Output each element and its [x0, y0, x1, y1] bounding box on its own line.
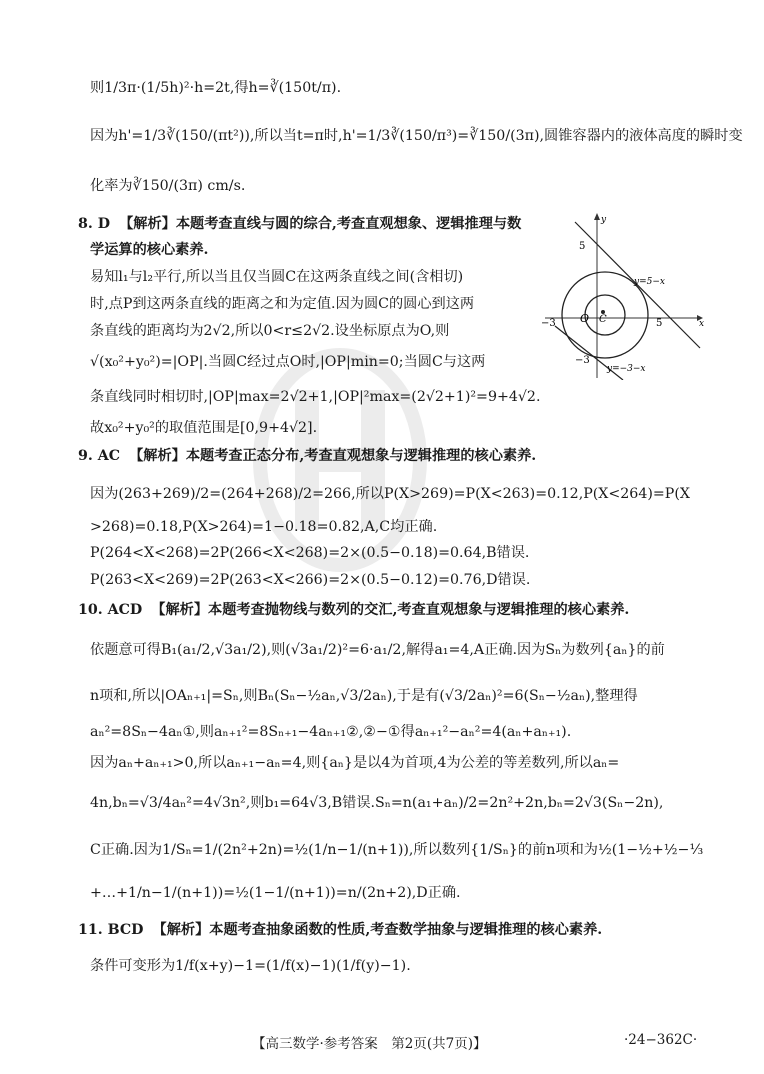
answer-line: [90, 267, 463, 287]
question-number: 8. D: [78, 216, 111, 232]
tick-y5-label: 5: [579, 241, 586, 252]
answer-line: [90, 484, 690, 504]
answer-line: [90, 722, 571, 742]
analysis-tag: 【解析】本题考查抛物线与数列的交汇,考查直观想象与逻辑推理的核心素养.: [151, 602, 630, 618]
question-10-heading: [78, 600, 629, 620]
origin-label: O: [580, 312, 590, 325]
question-number: 9. AC: [78, 448, 121, 464]
answer-text: >268)=0.18,P(X>264)=1−0.18=0.82,A,C均正确.: [90, 519, 438, 535]
paragraph-text: 因为h'=1/3∛(150/(πt²)),所以当t=π时,h'=1/3∛(150/π³)=∛150/(3π),圆锥容器内的液体高度的瞬时变: [90, 128, 743, 144]
answer-text: 依题意可得B₁(a₁/2,√3a₁/2),则(√3a₁/2)²=6·a₁/2,解得a₁=4,A正确.因为Sₙ为数列{aₙ}的前: [90, 642, 665, 658]
question-number: 10. ACD: [78, 602, 143, 618]
answer-line: [90, 517, 437, 537]
question-8-heading: [78, 214, 521, 234]
paragraph-text: 则1/3π·(1/5h)²·h=2t,得h=∛(150t/π).: [90, 80, 342, 96]
answer-line: [90, 294, 474, 314]
question-number: 11. BCD: [78, 922, 144, 938]
tick-ym3-label: −3: [575, 355, 590, 366]
answer-line: [90, 640, 665, 660]
line-bottom-label: y=−3−x: [607, 364, 646, 374]
answer-line: [90, 686, 638, 706]
line-top-label: y=5−x: [634, 277, 665, 287]
answer-text: 条件可变形为1/f(x+y)−1=(1/f(x)−1)(1/f(y)−1).: [90, 958, 411, 974]
answer-text: 因为aₙ+aₙ₊₁>0,所以aₙ₊₁−aₙ=4,则{aₙ}是以4为首项,4为公差的等差数列,所以aₙ=: [90, 755, 620, 771]
answer-line: [90, 418, 317, 438]
center-label: C: [599, 314, 607, 325]
answer-text: aₙ²=8Sₙ−4aₙ①,则aₙ₊₁²=8Sₙ₊₁−4aₙ₊₁②,②−①得aₙ₊₁²−aₙ²=4(aₙ+aₙ₊₁).: [90, 724, 572, 740]
answer-text: C正确.因为1/Sₙ=1/(2n²+2n)=½(1/n−1/(n+1)),所以数列{1/Sₙ}的前n项和为½(1−½+½−⅓: [90, 842, 704, 858]
answer-text: 时,点P到这两条直线的距离之和为定值.因为圆C的圆心到这两: [90, 296, 475, 312]
answer-text: 易知l₁与l₂平行,所以当且仅当圆C在这两条直线之间(含相切): [90, 269, 464, 285]
y-axis-label: y: [601, 215, 607, 225]
answer-line: [90, 126, 743, 146]
answer-text: P(264<X<268)=2P(266<X<268)=2×(0.5−0.18)=0.64,B错误.: [90, 545, 530, 561]
answer-line: [90, 78, 341, 98]
tick-x5-label: 5: [656, 318, 663, 329]
answer-line: [90, 956, 411, 976]
page-footer-title: 【高三数学·参考答案 第2页(共7页)】: [252, 1036, 487, 1052]
analysis-tag: 【解析】本题考查正态分布,考查直观想象与逻辑推理的核心素养.: [129, 448, 537, 464]
answer-line: [90, 240, 208, 260]
answer-text: 故x₀²+y₀²的取值范围是[0,9+4√2].: [90, 420, 318, 436]
answer-line: [90, 570, 530, 590]
tick-xm3-label: −3: [541, 318, 556, 329]
answer-text: 条直线的距离均为2√2,所以0<r≤2√2.设坐标原点为O,则: [90, 323, 450, 339]
answer-line: [90, 753, 619, 773]
x-axis-label: x: [699, 319, 705, 329]
answer-text: 条直线同时相切时,|OP|max=2√2+1,|OP|²max=(2√2+1)²=9+4√2.: [90, 389, 541, 405]
y-axis-arrow: [594, 213, 600, 220]
circle-lines-diagram: [535, 208, 710, 380]
page-footer-code: ·24−362C·: [624, 1032, 698, 1048]
answer-text: n项和,所以|OAₙ₊₁|=Sₙ,则Bₙ(Sₙ−½aₙ,√3/2aₙ),于是有(√3/2aₙ)²=6(Sₙ−½aₙ),整理得: [90, 688, 638, 704]
answer-text: 学运算的核心素养.: [90, 242, 209, 258]
answer-line: [90, 387, 540, 407]
analysis-tag: 【解析】本题考查抽象函数的性质,考查数学抽象与逻辑推理的核心素养.: [152, 922, 603, 938]
answer-line: [90, 793, 663, 813]
paragraph-text: 化率为∛150/(3π) cm/s.: [90, 178, 246, 194]
question-9-heading: [78, 446, 536, 466]
answer-text: √(x₀²+y₀²)=|OP|.当圆C经过点O时,|OP|min=0;当圆C与这两: [90, 354, 486, 370]
answer-line: [90, 176, 245, 196]
answer-line: [90, 883, 461, 903]
answer-line: [90, 840, 703, 860]
answer-text: +…+1/n−1/(n+1))=½(1−1/(n+1))=n/(2n+2),D正确.: [90, 885, 461, 901]
question-11-heading: [78, 920, 602, 940]
answer-text: 4n,bₙ=√3/4aₙ²=4√3n²,则b₁=64√3,B错误.Sₙ=n(a₁+aₙ)/2=2n²+2n,bₙ=2√3(Sₙ−2n),: [90, 795, 664, 811]
answer-line: [90, 352, 485, 372]
answer-line: [90, 321, 449, 341]
answer-text: 因为(263+269)/2=(264+268)/2=266,所以P(X>269)=P(X<263)=0.12,P(X<264)=P(X: [90, 486, 690, 502]
answer-line: [90, 543, 529, 563]
answer-text: P(263<X<269)=2P(263<X<266)=2×(0.5−0.12)=0.76,D错误.: [90, 572, 531, 588]
analysis-tag: 【解析】本题考查直线与圆的综合,考查直观想象、逻辑推理与数: [119, 216, 522, 232]
